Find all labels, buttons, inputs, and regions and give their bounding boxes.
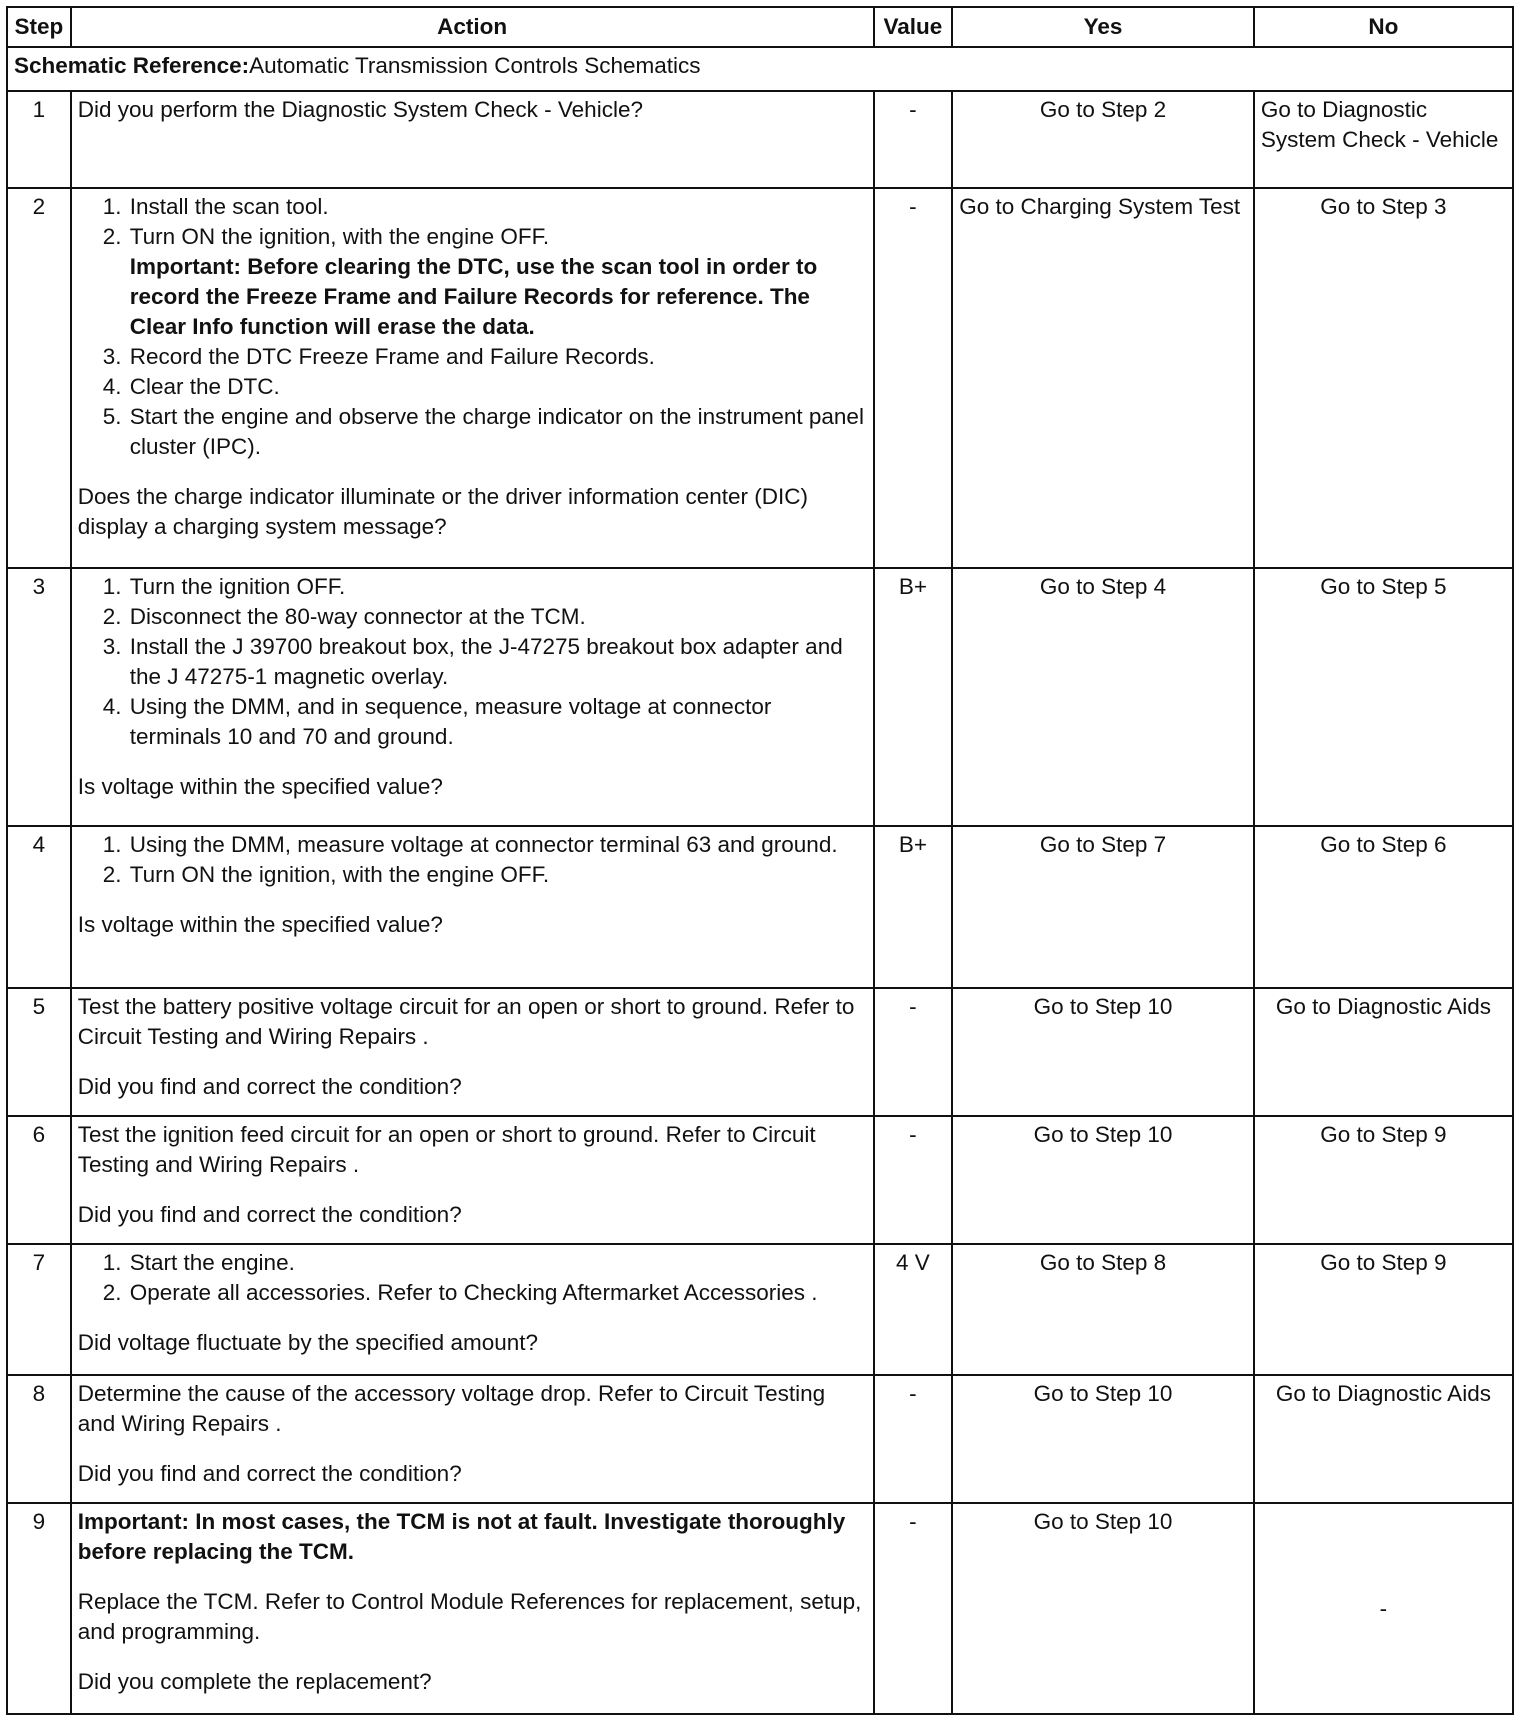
- action-list: [78, 830, 867, 890]
- important-note: Important: In most cases, the TCM is not at fault. Investigate thoroughly before replacing the TCM.: [77, 1509, 846, 1564]
- header-action: Action: [71, 7, 874, 47]
- table-row: [7, 826, 1513, 988]
- table-row: [7, 1503, 1513, 1714]
- action-text: Test the ignition feed circuit for an open or short to ground. Refer to Circuit Testing and Wiring Repairs .: [77, 1122, 816, 1177]
- list-item: 2. Disconnect the 80-way connector at the TCM.: [128, 602, 867, 632]
- no-cell[interactable]: Go to Diagnostic System Check - Vehicle: [1254, 91, 1513, 188]
- action-question: Is voltage within the specified value?: [77, 912, 443, 937]
- yes-cell[interactable]: Go to Step 7: [952, 826, 1254, 988]
- value-cell: 4 V: [874, 1244, 953, 1375]
- yes-cell[interactable]: Go to Step 8: [952, 1244, 1254, 1375]
- value-cell: -: [874, 988, 953, 1116]
- action-question: Did you find and correct the condition?: [77, 1074, 462, 1099]
- list-item: 4. Using the DMM, and in sequence, measure voltage at connector terminals 10 and 70 and ground.: [128, 692, 867, 752]
- no-cell[interactable]: Go to Step 3: [1254, 188, 1513, 568]
- value-cell: -: [874, 1503, 953, 1714]
- header-row: [7, 7, 1513, 47]
- table-row: [7, 188, 1513, 568]
- list-item: 4. Clear the DTC.: [128, 372, 867, 402]
- table-row: [7, 568, 1513, 826]
- action-cell: [71, 1244, 874, 1375]
- table-row: [7, 91, 1513, 188]
- yes-cell[interactable]: Go to Charging System Test: [952, 188, 1254, 568]
- diagnostic-table-container: [6, 6, 1514, 1715]
- action-question: Is voltage within the specified value?: [77, 774, 443, 799]
- action-cell: [71, 1503, 874, 1714]
- diagnostic-table: [6, 6, 1514, 1715]
- list-item: 1. Start the engine.: [128, 1248, 867, 1278]
- step-number: 9: [7, 1503, 71, 1714]
- action-text: Determine the cause of the accessory voltage drop. Refer to Circuit Testing and Wiring Repairs .: [77, 1381, 826, 1436]
- list-item: 1. Using the DMM, measure voltage at connector terminal 63 and ground.: [128, 830, 867, 860]
- step-number: 4: [7, 826, 71, 988]
- action-question: Did you perform the Diagnostic System Check - Vehicle?: [77, 97, 643, 122]
- header-yes: Yes: [952, 7, 1254, 47]
- yes-cell[interactable]: Go to Step 10: [952, 1116, 1254, 1244]
- list-item: [128, 222, 867, 342]
- value-cell: -: [874, 1375, 953, 1503]
- action-question: Did you find and correct the condition?: [77, 1202, 462, 1227]
- no-cell[interactable]: Go to Diagnostic Aids: [1254, 988, 1513, 1116]
- yes-cell[interactable]: Go to Step 10: [952, 988, 1254, 1116]
- schematic-row: [7, 47, 1513, 91]
- schematic-reference: [7, 47, 1513, 91]
- value-cell: -: [874, 1116, 953, 1244]
- list-item: 3. Install the J 39700 breakout box, the J-47275 breakout box adapter and the J 47275-1 magnetic overlay.: [128, 632, 867, 692]
- action-list: [78, 572, 867, 752]
- step-number: 3: [7, 568, 71, 826]
- list-item: 5. Start the engine and observe the charge indicator on the instrument panel cluster (IPC).: [128, 402, 867, 462]
- action-question: Does the charge indicator illuminate or the driver information center (DIC) display a charging system message?: [77, 484, 809, 539]
- step-number: 8: [7, 1375, 71, 1503]
- no-cell[interactable]: Go to Step 5: [1254, 568, 1513, 826]
- action-cell: [71, 1116, 874, 1244]
- step-number: 2: [7, 188, 71, 568]
- step-number: 1: [7, 91, 71, 188]
- yes-cell[interactable]: Go to Step 10: [952, 1375, 1254, 1503]
- action-cell: [71, 188, 874, 568]
- header-step: Step: [7, 7, 71, 47]
- important-note: Important: Before clearing the DTC, use the scan tool in order to record the Freeze Frame and Failure Records for reference. The Clear Info function will erase the data.: [129, 254, 818, 339]
- action-cell: [71, 988, 874, 1116]
- yes-cell[interactable]: Go to Step 2: [952, 91, 1254, 188]
- action-question: Did you complete the replacement?: [77, 1669, 432, 1694]
- value-cell: B+: [874, 568, 953, 826]
- table-row: [7, 1244, 1513, 1375]
- action-cell: [71, 91, 874, 188]
- step-number: 7: [7, 1244, 71, 1375]
- list-item-text: Turn ON the ignition, with the engine OFF.: [129, 224, 550, 249]
- list-item: 3. Record the DTC Freeze Frame and Failure Records.: [128, 342, 867, 372]
- step-number: 5: [7, 988, 71, 1116]
- table-row: [7, 1375, 1513, 1503]
- action-cell: [71, 826, 874, 988]
- list-item: 1. Install the scan tool.: [128, 192, 867, 222]
- action-cell: [71, 568, 874, 826]
- value-cell: -: [874, 188, 953, 568]
- value-cell: B+: [874, 826, 953, 988]
- value-cell: -: [874, 91, 953, 188]
- header-no: No: [1254, 7, 1513, 47]
- action-cell: [71, 1375, 874, 1503]
- list-item: 1. Turn the ignition OFF.: [128, 572, 867, 602]
- no-cell[interactable]: Go to Step 9: [1254, 1244, 1513, 1375]
- action-text: Test the battery positive voltage circuit for an open or short to ground. Refer to Circuit Testing and Wiring Repairs .: [77, 994, 855, 1049]
- header-value: Value: [874, 7, 953, 47]
- schematic-label: Schematic Reference:: [14, 53, 250, 78]
- no-cell[interactable]: Go to Step 6: [1254, 826, 1513, 988]
- schematic-link[interactable]: Automatic Transmission Controls Schematics: [249, 53, 701, 78]
- step-number: 6: [7, 1116, 71, 1244]
- no-cell[interactable]: Go to Diagnostic Aids: [1254, 1375, 1513, 1503]
- list-item: 2. Operate all accessories. Refer to Checking Aftermarket Accessories .: [128, 1278, 867, 1308]
- action-question: Did voltage fluctuate by the specified amount?: [77, 1330, 539, 1355]
- action-list: [78, 192, 867, 462]
- no-cell[interactable]: Go to Step 9: [1254, 1116, 1513, 1244]
- table-row: [7, 988, 1513, 1116]
- list-item: 2. Turn ON the ignition, with the engine OFF.: [128, 860, 867, 890]
- no-cell: -: [1254, 1503, 1513, 1714]
- action-question: Did you find and correct the condition?: [77, 1461, 462, 1486]
- table-row: [7, 1116, 1513, 1244]
- action-text: Replace the TCM. Refer to Control Module References for replacement, setup, and programming.: [77, 1589, 862, 1644]
- yes-cell[interactable]: Go to Step 4: [952, 568, 1254, 826]
- action-list: [78, 1248, 867, 1308]
- yes-cell[interactable]: Go to Step 10: [952, 1503, 1254, 1714]
